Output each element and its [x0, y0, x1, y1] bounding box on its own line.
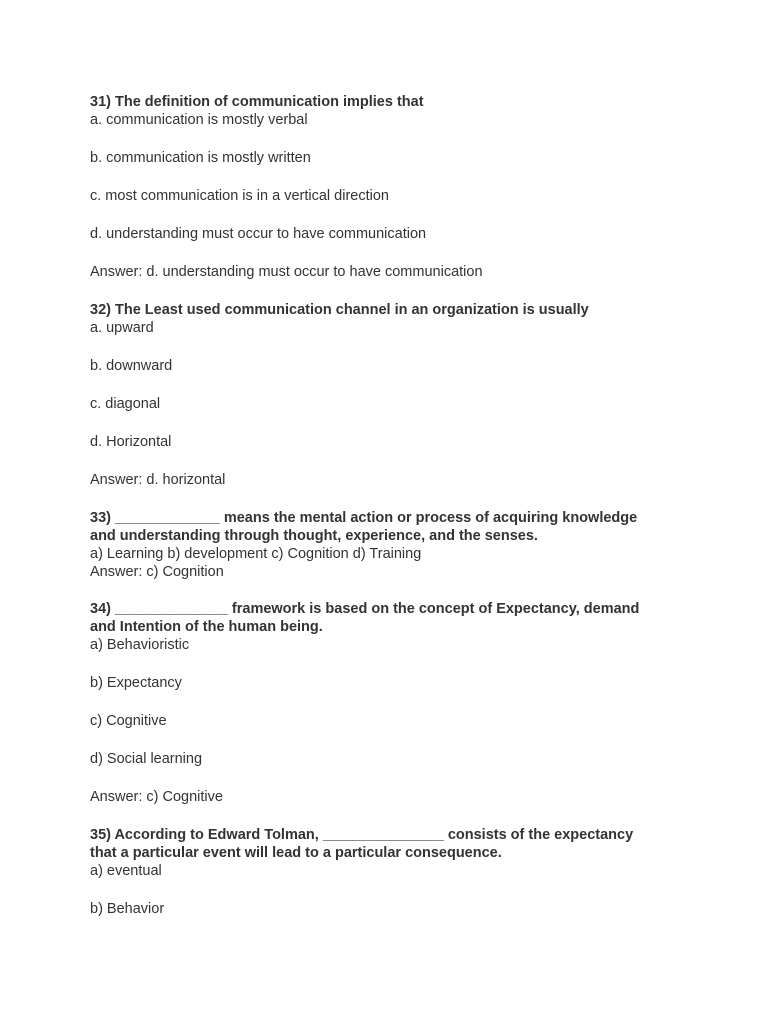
q31-option-c: c. most communication is in a vertical direction	[90, 188, 389, 204]
q31-option-d: d. understanding must occur to have communication	[90, 226, 427, 242]
q32-option-c: c. diagonal	[90, 396, 161, 412]
q31-option-a: a. communication is mostly verbal	[90, 112, 308, 128]
q34-answer: Answer: c) Cognitive	[90, 789, 223, 805]
q31-option-b: b. communication is mostly written	[90, 150, 311, 166]
question-32: 32) The Least used communication channel in an organization is usually	[90, 302, 589, 318]
q34-option-b: b) Expectancy	[90, 675, 182, 691]
question-34-line-1: 34) ______________ framework is based on the concept of Expectancy, demand	[90, 601, 640, 617]
question-34-line-2: and Intention of the human being.	[90, 619, 323, 635]
q33-options: a) Learning b) development c) Cognition d) Training	[90, 546, 422, 562]
q34-option-c: c) Cognitive	[90, 713, 167, 729]
question-31: 31) The definition of communication implies that	[90, 94, 424, 110]
q35-option-b: b) Behavior	[90, 901, 165, 917]
q35-option-a: a) eventual	[90, 863, 162, 879]
q32-option-a: a. upward	[90, 320, 154, 336]
question-33-line-1: 33) _____________ means the mental action or process of acquiring knowledge	[90, 510, 638, 526]
q31-answer: Answer: d. understanding must occur to have communication	[90, 264, 483, 280]
question-33-line-2: and understanding through thought, experience, and the senses.	[90, 528, 538, 544]
q34-option-d: d) Social learning	[90, 751, 203, 767]
q32-option-d: d. Horizontal	[90, 434, 172, 450]
q34-option-a: a) Behavioristic	[90, 637, 190, 653]
q32-option-b: b. downward	[90, 358, 173, 374]
q33-answer: Answer: c) Cognition	[90, 564, 224, 580]
question-35-line-2: that a particular event will lead to a particular consequence.	[90, 845, 502, 861]
q32-answer: Answer: d. horizontal	[90, 472, 226, 488]
question-35-line-1: 35) According to Edward Tolman, _______________ consists of the expectancy	[90, 827, 634, 843]
